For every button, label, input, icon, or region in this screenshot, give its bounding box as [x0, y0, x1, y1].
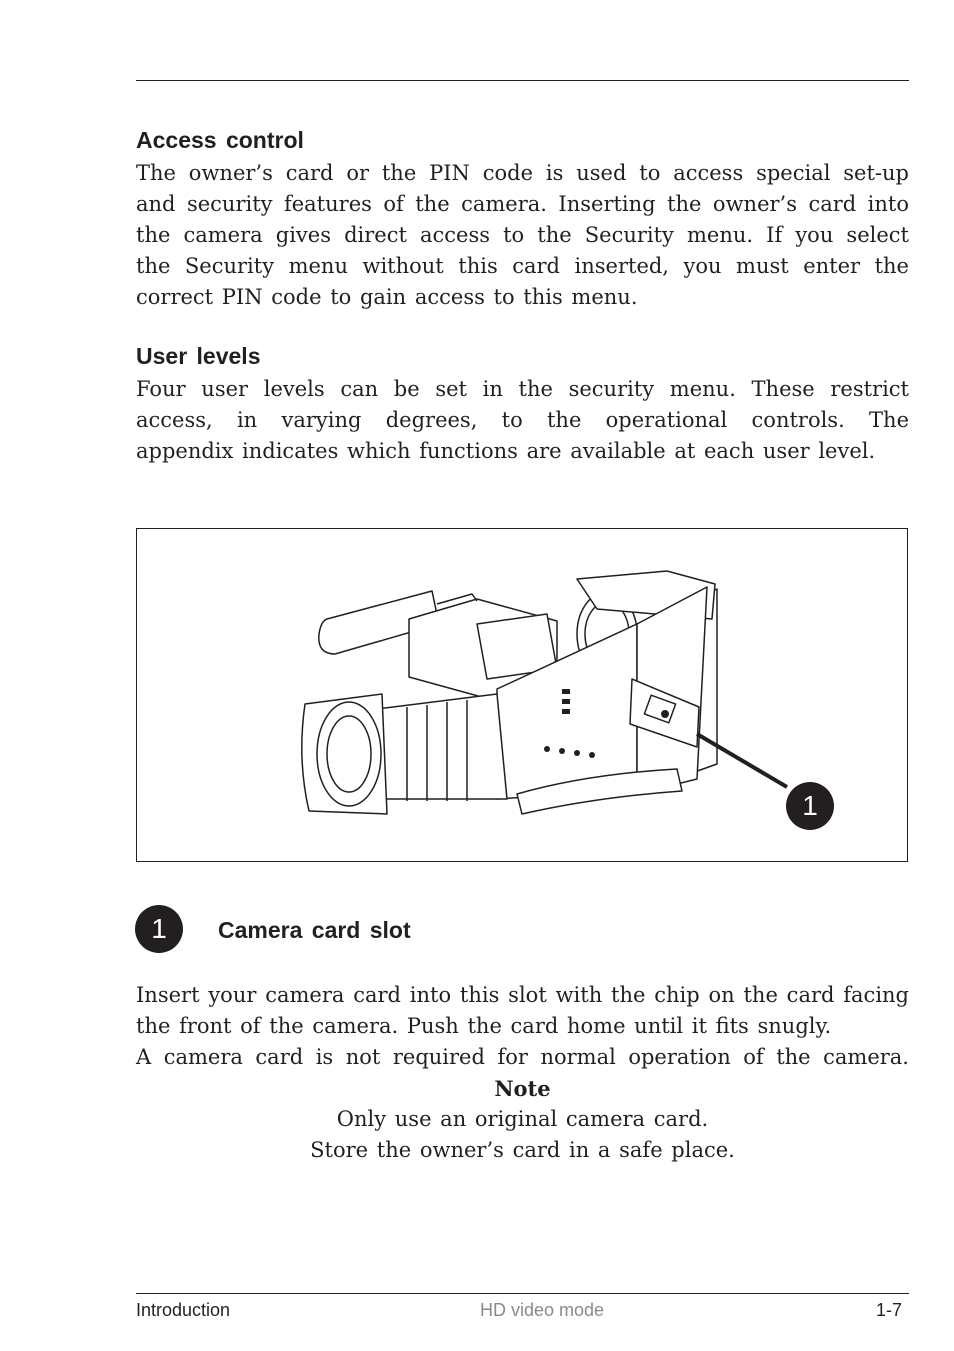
text-line: the camera gives direct access to the Security menu. If you select [136, 223, 909, 247]
note-block [136, 1073, 909, 1166]
text-line: and security features of the camera. Inserting the owner’s card into [136, 192, 909, 216]
item-1-number-badge: 1 [135, 905, 183, 953]
text-line: appendix indicates which functions are available at each user level. [136, 439, 876, 463]
access-control-heading: Access control [136, 127, 304, 153]
text-line: A camera card is not required for normal operation of the camera. [136, 1045, 909, 1069]
callout-1-badge: 1 [786, 782, 834, 830]
note-title: Note [494, 1076, 551, 1101]
top-rule [136, 80, 909, 81]
note-line: Only use an original camera card. [336, 1107, 709, 1131]
footer-mode-label: HD video mode [480, 1300, 605, 1320]
footer-page-number: 1-7 [876, 1300, 903, 1320]
text-line: Insert your camera card into this slot with the chip on the card facing [136, 983, 909, 1007]
access-control-paragraph [136, 158, 909, 313]
text-line: correct PIN code to gain access to this menu. [136, 285, 638, 309]
user-levels-paragraph [136, 374, 909, 467]
text-line: Four user levels can be set in the security menu. These restrict [136, 377, 909, 401]
camera-figure [136, 528, 908, 862]
note-line: Store the owner’s card in a safe place. [310, 1138, 735, 1162]
user-levels-heading: User levels [136, 343, 261, 369]
camera-card-slot-heading: Camera card slot [218, 917, 411, 943]
footer-section-name: Introduction [136, 1300, 231, 1320]
text-line: the Security menu without this card inserted, you must enter the [136, 254, 909, 278]
text-line: The owner’s card or the PIN code is used to access special set-up [136, 161, 909, 185]
text-line: the front of the camera. Push the card home until it fits snugly. [136, 1014, 832, 1038]
text-line: access, in varying degrees, to the operational controls. The [136, 408, 909, 432]
bottom-rule [136, 1293, 909, 1294]
camera-card-slot-paragraph [136, 980, 909, 1073]
